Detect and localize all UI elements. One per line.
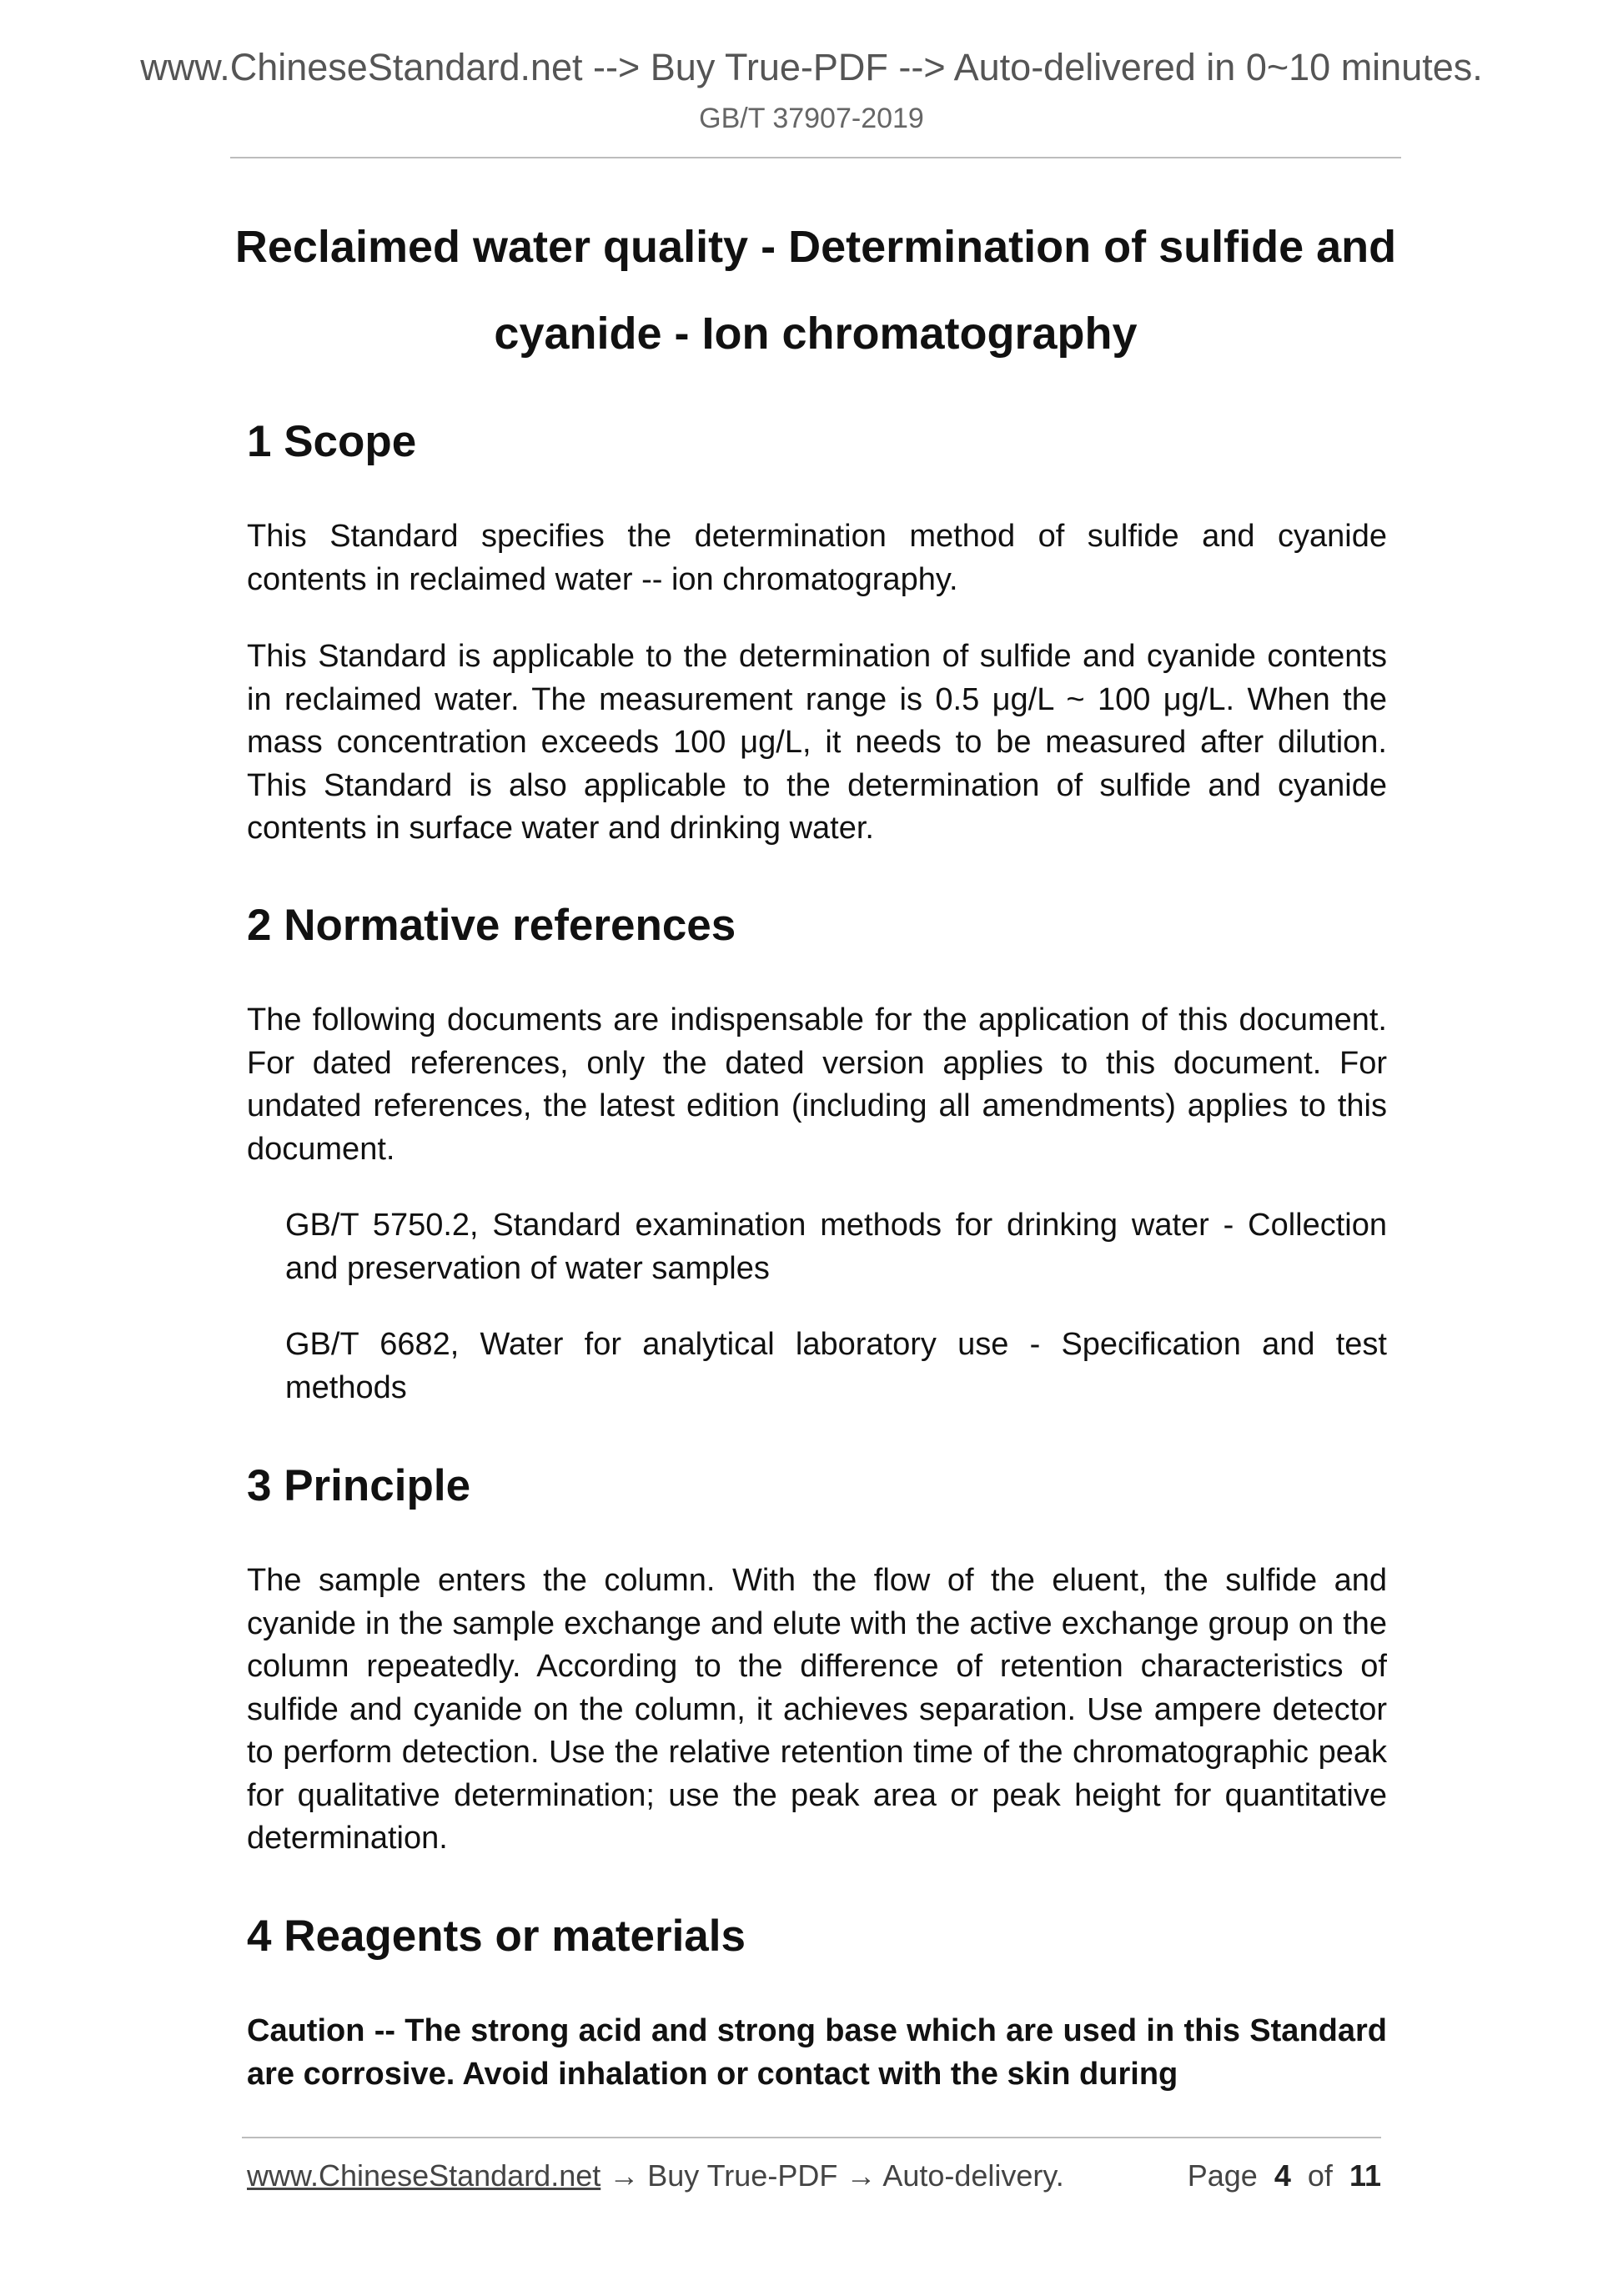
page-number: 4	[1274, 2158, 1291, 2193]
scope-paragraph-2: This Standard is applicable to the determination of sulfide and cyanide contents in reclaimed water. The measurement range is 0.5 μg/L ~ 100 μg/L. When the mass concentration exceeds 100 μg/L, it needs to be measured after dilution. This Standard is also applicable to the determination of sulfide and cyanide contents in surface water and drinking water.	[247, 639, 1387, 846]
principle-paragraph: The sample enters the column. With the flow of the eluent, the sulfide and cyanide in the sample exchange and elute with the active exchange group on the column repeatedly. According to the difference of retention characteristics of sulfide and cyanide on the column, it achieves separation. Use ampere detector to perform detection. Use the relative retention time of the chromatographic peak for qualitative determination; use the peak area or peak height for quantitative determination.	[247, 1563, 1387, 1856]
heading-scope: 1 Scope	[247, 417, 417, 466]
footer-link[interactable]: www.ChineseStandard.net	[247, 2158, 601, 2193]
footer-promo	[247, 2156, 1064, 2196]
top-banner: www.ChineseStandard.net --> Buy True-PDF --> Auto-delivered in 0~10 minutes.	[140, 46, 1483, 88]
page-indicator	[1188, 2156, 1381, 2196]
of-word: of	[1307, 2158, 1333, 2193]
reference-item: GB/T 5750.2, Standard examination methods for drinking water - Collection and preservation of water samples	[285, 1208, 1387, 1286]
heading-reagents: 4 Reagents or materials	[247, 1912, 746, 1961]
normative-paragraph: The following documents are indispensable for the application of this document. For dated references, only the dated version applies to this document. For undated references, the latest edition (including all amendments) applies to this document.	[247, 1002, 1387, 1167]
page-total: 11	[1349, 2158, 1381, 2193]
page-word: Page	[1187, 2158, 1258, 2193]
reference-item: GB/T 6682, Water for analytical laboratory use - Specification and test methods	[285, 1327, 1387, 1405]
title-line-1: Reclaimed water quality - Determination of sulfide and	[234, 222, 1397, 272]
heading-normative-references: 2 Normative references	[247, 901, 736, 950]
footer-promo-text: → Buy True-PDF → Auto-delivery.	[600, 2158, 1064, 2193]
heading-principle: 3 Principle	[247, 1461, 471, 1510]
scope-paragraph-1: This Standard specifies the determination method of sulfide and cyanide contents in reclaimed water -- ion chromatography.	[247, 519, 1387, 597]
header-divider	[230, 157, 1401, 158]
document-title	[230, 203, 1401, 377]
standard-code: GB/T 37907-2019	[699, 103, 924, 134]
caution-paragraph: Caution -- The strong acid and strong base which are used in this Standard are corrosive. Avoid inhalation or contact with the skin during	[247, 2013, 1387, 2092]
footer-divider	[242, 2137, 1381, 2138]
title-line-2: cyanide - Ion chromatography	[494, 309, 1138, 359]
